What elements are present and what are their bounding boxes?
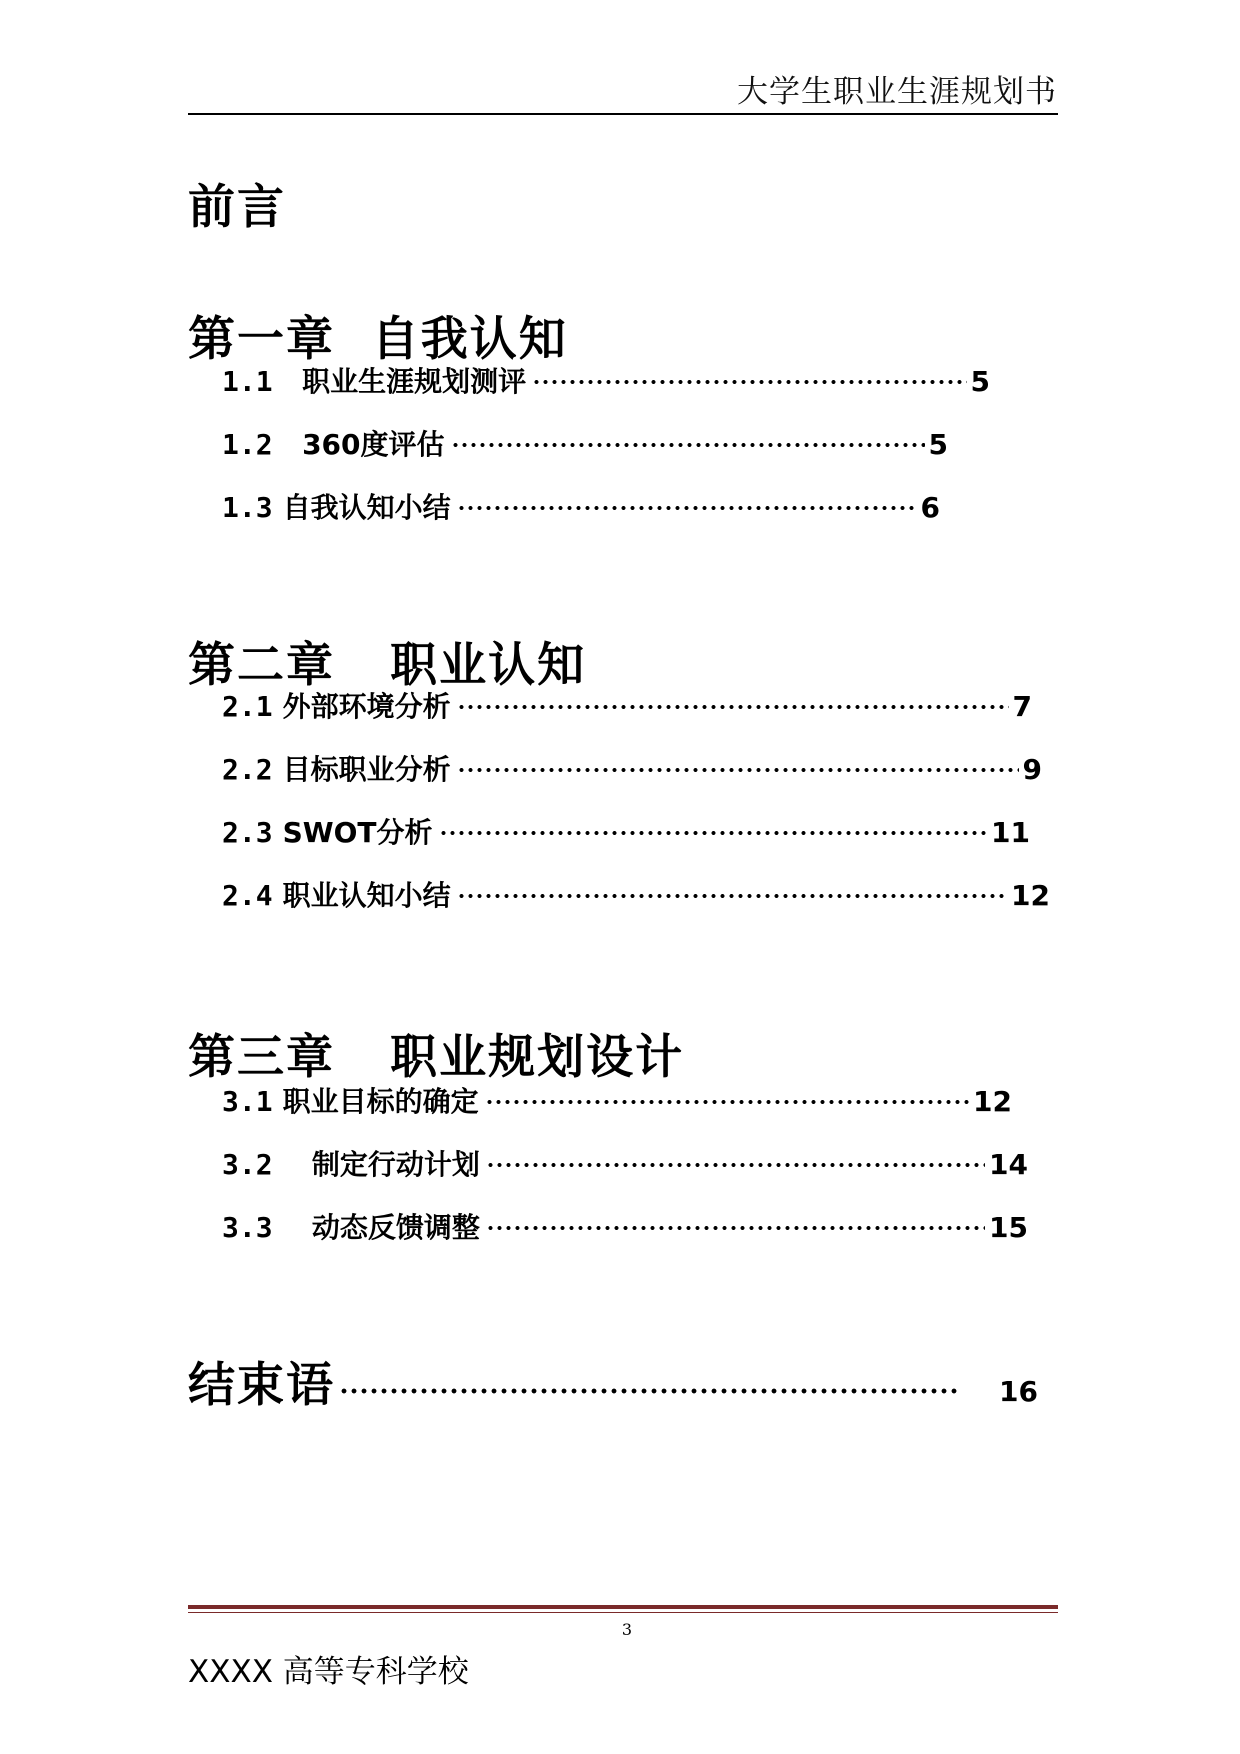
toc-entry-title: 职业生涯规划测评 xyxy=(282,365,527,398)
toc-leader-dots xyxy=(486,1225,985,1231)
toc-entry-title: 360度评估 xyxy=(282,428,445,461)
toc-entry-page: 6 xyxy=(920,491,940,524)
toc-entry-3-1[interactable] xyxy=(222,1082,1012,1122)
header-title: 大学生职业生涯规划书 xyxy=(737,74,1057,110)
toc-entry-number: 2.4 xyxy=(222,879,273,912)
footer-school-name: XXXX 高等专科学校 xyxy=(188,1654,469,1690)
toc-entry-page: 5 xyxy=(928,428,948,461)
toc-entry-title: 目标职业分析 xyxy=(282,753,451,786)
toc-entry-1-1[interactable] xyxy=(222,362,990,402)
footer-divider-thick xyxy=(188,1605,1058,1609)
toc-entry-2-3[interactable] xyxy=(222,813,1030,853)
preface-heading: 前言 xyxy=(188,180,286,235)
toc-entry-number: 1.2 xyxy=(222,428,273,461)
toc-entry-1-2[interactable] xyxy=(222,425,948,465)
toc-entry-3-3[interactable] xyxy=(222,1208,1028,1248)
toc-entry-title: 职业认知小结 xyxy=(282,879,451,912)
footer-divider-thin xyxy=(188,1612,1058,1613)
toc-leader-dots xyxy=(451,442,925,448)
toc-leader-dots xyxy=(339,1387,959,1395)
toc-leader-dots xyxy=(457,767,1019,773)
page-number: 3 xyxy=(621,1620,633,1639)
toc-leader-dots xyxy=(439,830,987,836)
toc-entry-1-3[interactable] xyxy=(222,488,940,528)
chapter-2-heading: 第二章 职业认知 xyxy=(188,638,587,693)
toc-leader-dots xyxy=(457,505,917,511)
toc-entry-page: 12 xyxy=(973,1085,1012,1118)
toc-entry-3-2[interactable] xyxy=(222,1145,1028,1185)
toc-entry-title: 自我认知小结 xyxy=(282,491,451,524)
chapter-3-heading: 第三章 职业规划设计 xyxy=(188,1030,685,1085)
toc-entry-number: 2.3 xyxy=(222,816,273,849)
toc-entry-page: 7 xyxy=(1012,690,1032,723)
conclusion-heading: 结束语 xyxy=(188,1358,335,1413)
toc-entry-title: 制定行动计划 xyxy=(282,1148,480,1181)
toc-leader-dots xyxy=(457,893,1007,899)
toc-leader-dots xyxy=(532,379,966,385)
toc-entry-2-2[interactable] xyxy=(222,750,1042,790)
toc-entry-page: 12 xyxy=(1011,879,1050,912)
toc-entry-page: 14 xyxy=(989,1148,1028,1181)
toc-entry-title: 职业目标的确定 xyxy=(282,1085,479,1118)
toc-entry-number: 1.3 xyxy=(222,491,273,524)
toc-entry-number: 2.1 xyxy=(222,690,273,723)
toc-entry-title: 外部环境分析 xyxy=(282,690,451,723)
toc-entry-page: 11 xyxy=(991,816,1030,849)
toc-entry-conclusion[interactable] xyxy=(188,1348,1038,1414)
toc-entry-2-4[interactable] xyxy=(222,876,1050,916)
header-divider xyxy=(188,113,1058,115)
toc-entry-number: 2.2 xyxy=(222,753,273,786)
toc-entry-2-1[interactable] xyxy=(222,687,1032,727)
toc-leader-dots xyxy=(457,704,1009,710)
toc-entry-number: 3.3 xyxy=(222,1211,273,1244)
chapter-1-heading: 第一章 自我认知 xyxy=(188,312,568,367)
toc-entry-page: 9 xyxy=(1022,753,1042,786)
toc-leader-dots xyxy=(485,1099,969,1105)
toc-entry-page: 15 xyxy=(989,1211,1028,1244)
toc-entry-number: 3.1 xyxy=(222,1085,273,1118)
toc-entry-number: 1.1 xyxy=(222,365,273,398)
toc-entry-page: 5 xyxy=(970,365,990,398)
conclusion-page: 16 xyxy=(999,1375,1038,1408)
toc-entry-title: 动态反馈调整 xyxy=(282,1211,480,1244)
toc-entry-number: 3.2 xyxy=(222,1148,273,1181)
toc-leader-dots xyxy=(486,1162,985,1168)
toc-entry-title: SWOT分析 xyxy=(282,816,433,849)
